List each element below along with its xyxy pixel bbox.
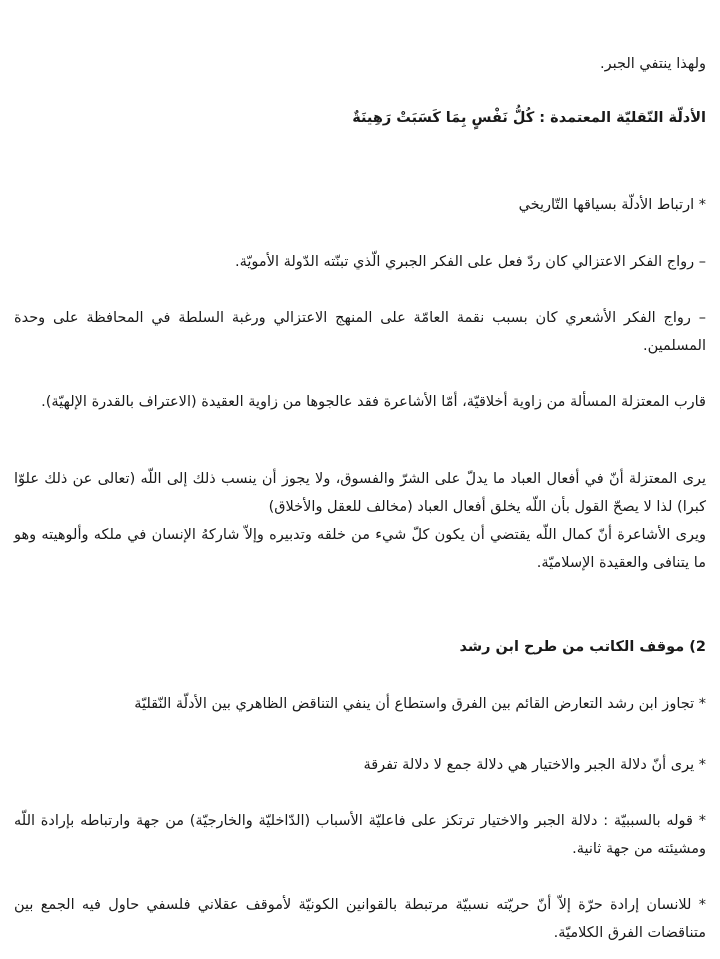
bullet-unifying-meaning: * يرى أنّ دلالة الجبر والاختيار هي دلالة جمع لا دلالة تفرقة bbox=[363, 757, 706, 773]
heading-textual-evidence: الأدلّة النّقليّة المعتمدة : كُلُّ نَفْسٍ بِمَا كَسَبَتْ رَهِينَةٌ bbox=[352, 110, 706, 126]
bullet-causality: * قوله بالسببيّة : دلالة الجبر والاختيار ترتكز على فاعليّة الأسباب (الدّاخليّة والخارجيّة) من جهة وارتباطه بإرادة اللّه ومشيئته من جهة ثانية. bbox=[14, 813, 706, 857]
text-line-conclusion: ولهذا ينتفي الجبر. bbox=[600, 56, 706, 72]
section-heading-author-position: 2) موقف الكاتب من طرح ابن رشد bbox=[459, 639, 706, 655]
paragraph-approach-comparison: قارب المعتزلة المسألة من زاوية أخلاقيّة، أمّا الأشاعرة فقد عالجوها من زاوية العقيدة (الاعتراف بالقدرة الإلهيّة). bbox=[41, 394, 706, 410]
dash-mutazila-spread: – رواج الفكر الاعتزالي كان ردّ فعل على الفكر الجبري الّذي تبنّته الدّولة الأمويّة. bbox=[235, 254, 706, 270]
paragraph-ashaira-view: ويرى الأشاعرة أنّ كمال اللّه يقتضي أن يكون كلّ شيء من خلقه وتدبيره وإلاّ شاركهُ الإنسان في ملكه وألوهيته وهو ما يتنافى والعقيدة الإسلاميّة. bbox=[14, 527, 706, 571]
dash-ashari-spread: – رواج الفكر الأشعري كان بسبب نقمة العامّة على المنهج الاعتزالي ورغبة السلطة في المحافظة على وحدة المسلمين. bbox=[14, 310, 706, 354]
bullet-ibn-rushd-overcame: * تجاوز ابن رشد التعارض القائم بين الفرق واستطاع أن ينفي التناقض الظاهري بين الأدلّة النّقليّة bbox=[134, 696, 706, 712]
bullet-human-will: * للانسان إرادة حرّة إلاّ أنّ حريّته نسبيّة مرتبطة بالقوانين الكونيّة لأموقف عقلاني فلسفي حاول فيه الجمع بين متناقضات الفرق الكلاميّة. bbox=[14, 897, 706, 941]
paragraph-mutazila-view: يرى المعتزلة أنّ في أفعال العباد ما يدلّ على الشرّ والفسوق، ولا يجوز أن ينسب ذلك إلى اللّه (تعالى عن ذلك علوّا كبرا) لذا لا يصحّ القول بأن اللّه يخلق أفعال العباد (مخالف للعقل والأخلاق) bbox=[14, 471, 706, 515]
bullet-historical-context: * ارتباط الأدلّة بسياقها التّاريخي bbox=[518, 197, 706, 213]
